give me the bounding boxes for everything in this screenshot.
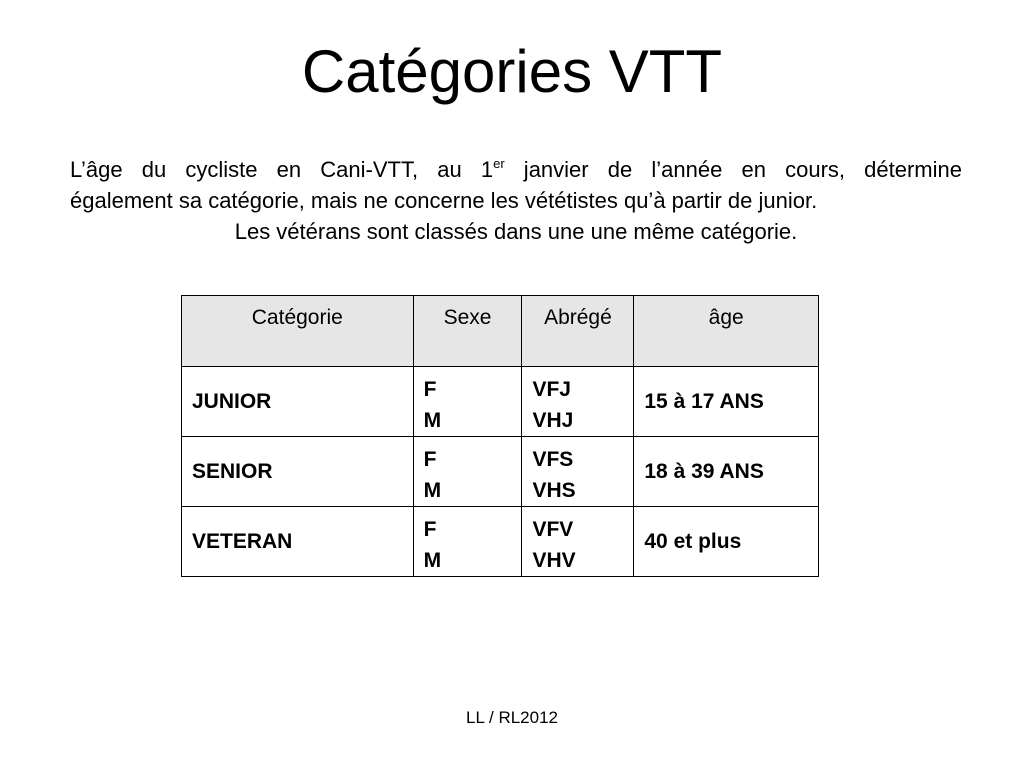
cell-sex xyxy=(413,437,522,507)
cell-abbreviation xyxy=(522,507,634,577)
sex-female: F xyxy=(423,378,437,401)
intro-line-2: également sa catégorie, mais ne concerne les vététistes qu’à partir de junior. xyxy=(70,188,818,213)
cell-sex xyxy=(413,507,522,577)
intro-line-3: Les vétérans sont classés dans une une même catégorie. xyxy=(234,219,798,244)
categories-table xyxy=(181,295,819,577)
cell-abbreviation xyxy=(522,367,634,437)
cell-age: 18 à 39 ANS xyxy=(634,437,819,507)
cell-abbreviation xyxy=(522,437,634,507)
sex-female: F xyxy=(423,448,437,471)
intro-line-1-start: L’âge du cycliste en Cani-VTT, au 1 xyxy=(70,157,494,182)
abbreviation-female: VFS xyxy=(532,448,574,471)
intro-paragraph xyxy=(70,154,962,247)
cell-category: SENIOR xyxy=(182,437,414,507)
abbreviation-male: VHJ xyxy=(532,409,574,432)
abbreviation-male: VHV xyxy=(532,549,576,572)
table-row xyxy=(182,437,819,507)
intro-line-1 xyxy=(70,154,962,185)
abbreviation-male: VHS xyxy=(532,479,576,502)
sex-male: M xyxy=(423,549,442,572)
abbreviation-female: VFV xyxy=(532,518,574,541)
intro-line-1-end: janvier de l’année en cours, détermine xyxy=(504,157,962,182)
header-sex: Sexe xyxy=(413,296,522,367)
table-header-row xyxy=(182,296,819,367)
table-row xyxy=(182,367,819,437)
abbreviation-female: VFJ xyxy=(532,378,571,401)
header-abbreviation: Abrégé xyxy=(522,296,634,367)
page-title: Catégories VTT xyxy=(301,38,723,105)
header-age: âge xyxy=(634,296,819,367)
cell-category: JUNIOR xyxy=(182,367,414,437)
sex-male: M xyxy=(423,479,442,502)
header-category: Catégorie xyxy=(182,296,414,367)
footer-credit: LL / RL2012 xyxy=(466,708,558,727)
ordinal-superscript: er xyxy=(493,156,505,171)
cell-age: 40 et plus xyxy=(634,507,819,577)
sex-female: F xyxy=(423,518,437,541)
cell-age: 15 à 17 ANS xyxy=(634,367,819,437)
table-row xyxy=(182,507,819,577)
cell-sex xyxy=(413,367,522,437)
sex-male: M xyxy=(423,409,442,432)
cell-category: VETERAN xyxy=(182,507,414,577)
